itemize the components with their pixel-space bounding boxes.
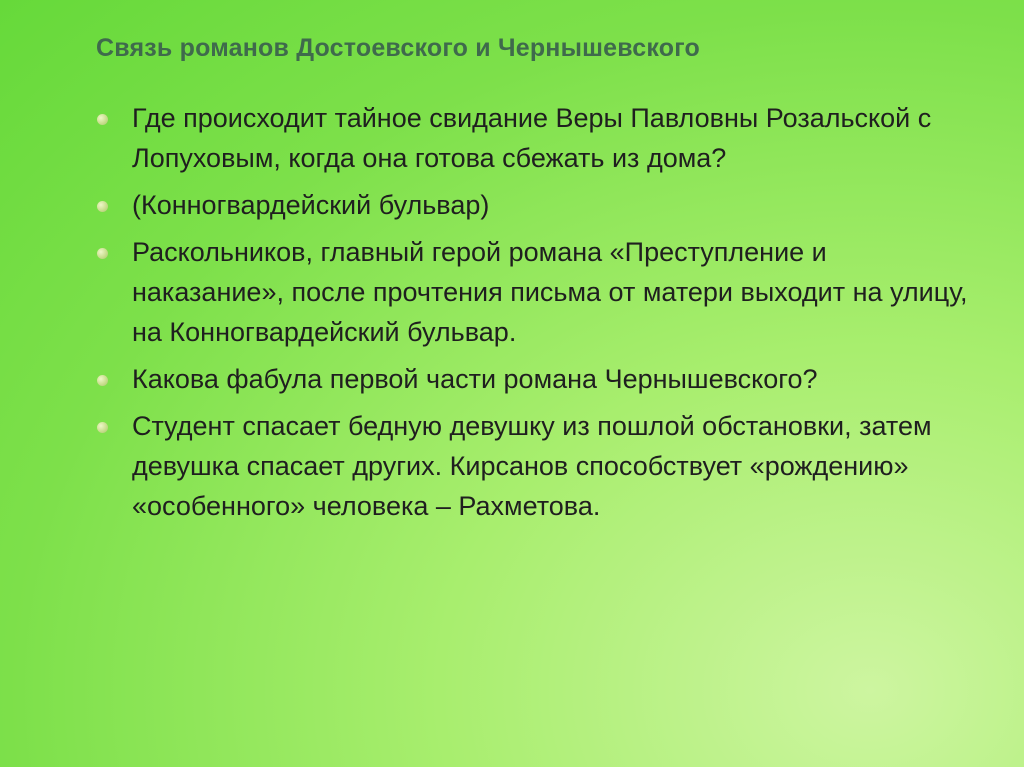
bullet-dot-icon bbox=[97, 114, 108, 125]
bullet-dot-icon bbox=[97, 201, 108, 212]
bullet-item bbox=[96, 232, 976, 352]
slide-title: Связь романов Достоевского и Чернышевского bbox=[96, 34, 700, 62]
bullet-item bbox=[96, 185, 976, 225]
bullet-text: Какова фабула первой части романа Чернышевского? bbox=[132, 364, 818, 394]
bullet-item bbox=[96, 406, 976, 526]
bullet-dot-icon bbox=[97, 422, 108, 433]
bullet-item bbox=[96, 98, 976, 178]
bullet-text: Раскольников, главный герой романа «Преступление и наказание», после прочтения письма от матери выходит на улицу, на Конногвардейский бульвар. bbox=[132, 237, 968, 347]
bullet-list bbox=[96, 98, 976, 533]
bullet-text: Студент спасает бедную девушку из пошлой обстановки, затем девушка спасает других. Кирсанов способствует «рождению» «особенного» человека – Рахметова. bbox=[132, 411, 932, 521]
bullet-item bbox=[96, 359, 976, 399]
bullet-text: (Конногвардейский бульвар) bbox=[132, 190, 490, 220]
bullet-dot-icon bbox=[97, 248, 108, 259]
bullet-dot-icon bbox=[97, 375, 108, 386]
bullet-text: Где происходит тайное свидание Веры Павловны Розальской с Лопуховым, когда она готова сбежать из дома? bbox=[132, 103, 932, 173]
